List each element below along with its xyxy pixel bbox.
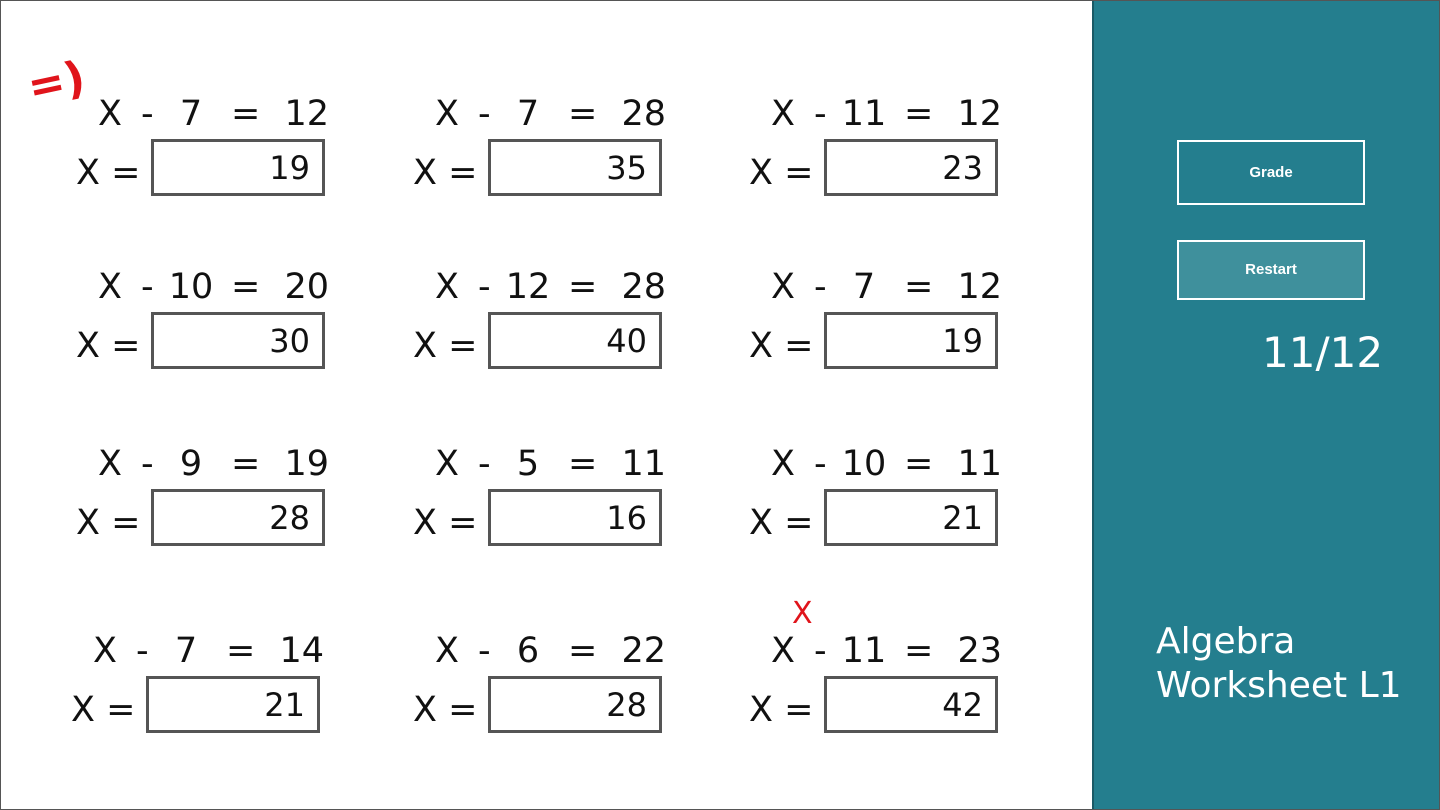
equals-sign: = <box>231 267 261 307</box>
subtrahend: 7 <box>174 631 198 671</box>
subtrahend: 12 <box>505 267 551 307</box>
answer-input-5[interactable] <box>488 312 662 369</box>
answer-input-4[interactable] <box>151 312 325 369</box>
equals-sign: = <box>904 94 934 134</box>
answer-input-7[interactable] <box>151 489 325 546</box>
result-value: 12 <box>957 94 1002 134</box>
subtrahend: 11 <box>841 631 887 671</box>
operator-minus: - <box>814 267 827 307</box>
variable-label: X <box>771 94 795 134</box>
equals-sign: = <box>904 631 934 671</box>
operator-minus: - <box>478 94 491 134</box>
variable-label: X <box>435 631 459 671</box>
variable-label: X <box>98 267 122 307</box>
equals-sign: = <box>904 444 934 484</box>
result-value: 22 <box>621 631 666 671</box>
operator-minus: - <box>141 444 154 484</box>
answer-input-3[interactable] <box>824 139 998 196</box>
subtrahend: 10 <box>841 444 887 484</box>
smiley-mark: =) <box>23 51 90 114</box>
answer-label: X = <box>749 153 814 193</box>
subtrahend: 7 <box>516 94 540 134</box>
answer-input-11[interactable] <box>488 676 662 733</box>
answer-label: X = <box>749 326 814 366</box>
result-value: 23 <box>957 631 1002 671</box>
result-value: 28 <box>621 94 666 134</box>
variable-label: X <box>93 631 117 671</box>
answer-input-2[interactable] <box>488 139 662 196</box>
result-value: 12 <box>284 94 329 134</box>
result-value: 20 <box>284 267 329 307</box>
operator-minus: - <box>141 267 154 307</box>
subtrahend: 11 <box>841 94 887 134</box>
answer-input-8[interactable] <box>488 489 662 546</box>
result-value: 14 <box>279 631 324 671</box>
result-value: 11 <box>957 444 1002 484</box>
operator-minus: - <box>814 94 827 134</box>
answer-label: X = <box>76 326 141 366</box>
variable-label: X <box>98 94 122 134</box>
answer-input-1[interactable] <box>151 139 325 196</box>
equals-sign: = <box>231 444 261 484</box>
title-line-1: Algebra <box>1156 621 1296 662</box>
answer-input-6[interactable] <box>824 312 998 369</box>
subtrahend: 9 <box>179 444 203 484</box>
operator-minus: - <box>136 631 149 671</box>
variable-label: X <box>771 631 795 671</box>
result-value: 28 <box>621 267 666 307</box>
variable-label: X <box>771 444 795 484</box>
answer-label: X = <box>749 503 814 543</box>
equals-sign: = <box>568 94 598 134</box>
variable-label: X <box>435 267 459 307</box>
variable-label: X <box>771 267 795 307</box>
equals-sign: = <box>231 94 261 134</box>
equals-sign: = <box>904 267 934 307</box>
variable-label: X <box>435 94 459 134</box>
result-value: 11 <box>621 444 666 484</box>
subtrahend: 10 <box>168 267 214 307</box>
wrong-answer-mark: X <box>792 596 813 631</box>
subtrahend: 6 <box>516 631 540 671</box>
operator-minus: - <box>141 94 154 134</box>
operator-minus: - <box>478 444 491 484</box>
worksheet-title <box>1156 620 1402 708</box>
result-value: 19 <box>284 444 329 484</box>
answer-input-12[interactable] <box>824 676 998 733</box>
answer-input-9[interactable] <box>824 489 998 546</box>
equals-sign: = <box>568 631 598 671</box>
grade-button[interactable]: Grade <box>1177 140 1365 205</box>
answer-label: X = <box>413 153 478 193</box>
answer-label: X = <box>413 326 478 366</box>
subtrahend: 5 <box>516 444 540 484</box>
equals-sign: = <box>568 267 598 307</box>
equals-sign: = <box>226 631 256 671</box>
operator-minus: - <box>478 631 491 671</box>
answer-label: X = <box>749 690 814 730</box>
answer-input-10[interactable] <box>146 676 320 733</box>
subtrahend: 7 <box>852 267 876 307</box>
answer-label: X = <box>71 690 136 730</box>
sidebar-panel <box>1092 0 1440 810</box>
answer-label: X = <box>413 690 478 730</box>
operator-minus: - <box>814 444 827 484</box>
title-line-2: Worksheet L1 <box>1156 665 1402 706</box>
equals-sign: = <box>568 444 598 484</box>
score-display: 11/12 <box>1262 328 1384 377</box>
result-value: 12 <box>957 267 1002 307</box>
variable-label: X <box>98 444 122 484</box>
variable-label: X <box>435 444 459 484</box>
answer-label: X = <box>413 503 478 543</box>
answer-label: X = <box>76 153 141 193</box>
operator-minus: - <box>478 267 491 307</box>
answer-label: X = <box>76 503 141 543</box>
restart-button[interactable]: Restart <box>1177 240 1365 300</box>
subtrahend: 7 <box>179 94 203 134</box>
operator-minus: - <box>814 631 827 671</box>
